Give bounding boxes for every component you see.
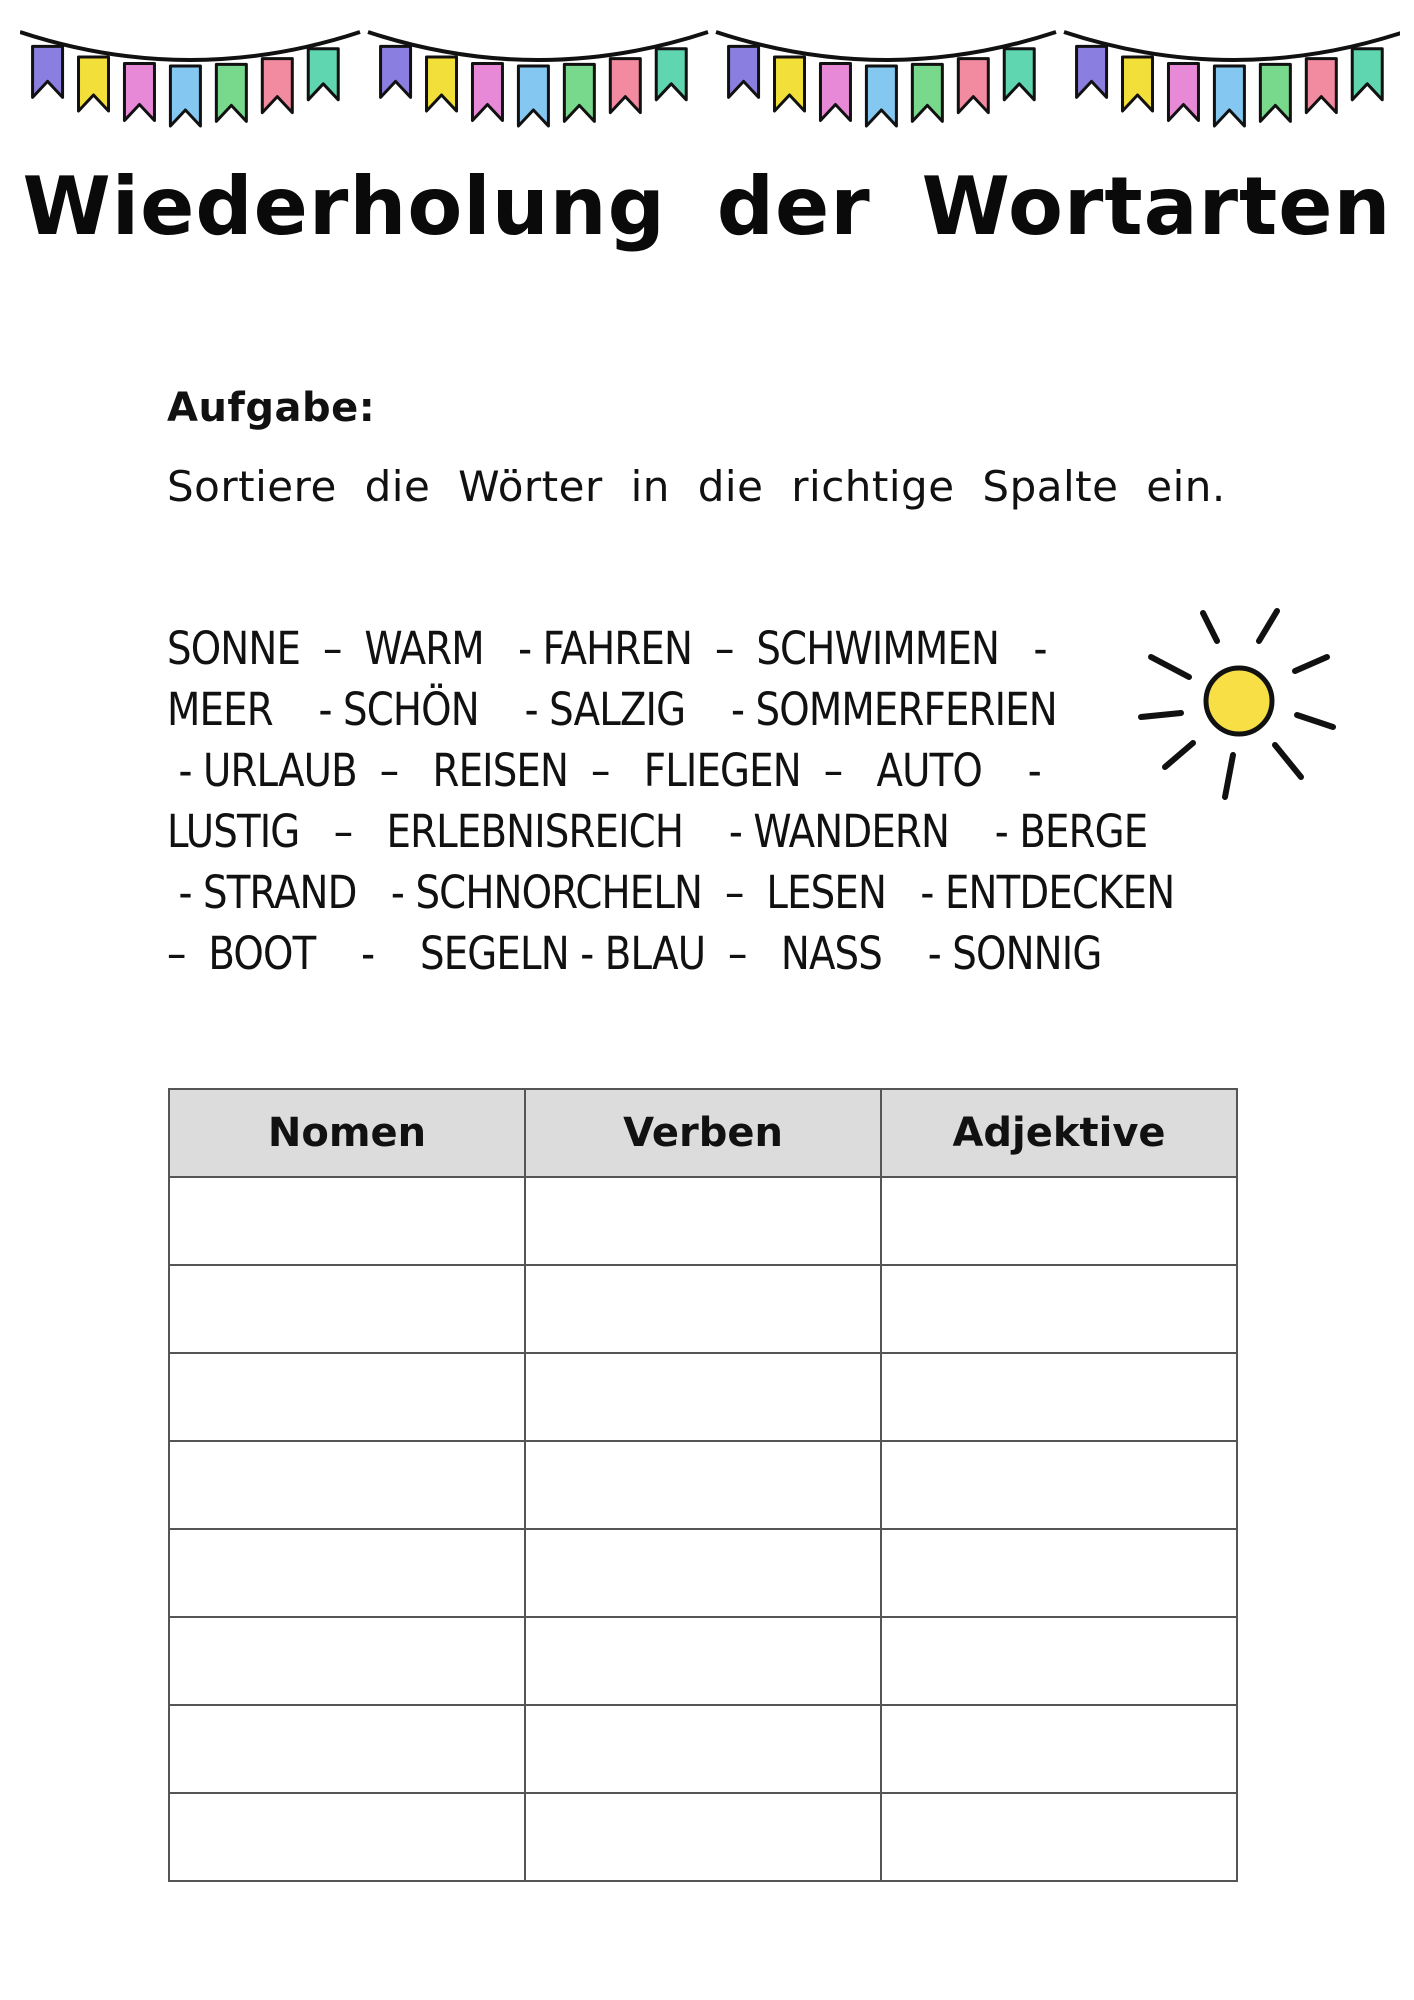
word-line: SONNE – WARM - FAHREN – SCHWIMMEN - xyxy=(167,622,1047,675)
pennant-flag xyxy=(1004,49,1034,100)
pennant-flag xyxy=(1306,59,1336,113)
answer-cell[interactable] xyxy=(525,1441,881,1529)
pennant-flag xyxy=(1123,57,1153,111)
pennant-flag xyxy=(820,64,850,121)
word-line: - URLAUB – REISEN – FLIEGEN – AUTO - xyxy=(167,744,1041,797)
answer-cell[interactable] xyxy=(881,1705,1237,1793)
answer-cell[interactable] xyxy=(169,1793,525,1881)
answer-cell[interactable] xyxy=(525,1705,881,1793)
answer-cell[interactable] xyxy=(881,1177,1237,1265)
answer-cell[interactable] xyxy=(525,1793,881,1881)
pennant-flag xyxy=(262,59,292,113)
pennant-flag xyxy=(656,49,686,100)
table-row xyxy=(169,1617,1237,1705)
table-row xyxy=(169,1265,1237,1353)
answer-cell[interactable] xyxy=(169,1617,525,1705)
garland xyxy=(368,32,708,126)
column-header-verben: Verben xyxy=(525,1089,881,1177)
answer-cell[interactable] xyxy=(525,1617,881,1705)
answer-cell[interactable] xyxy=(525,1265,881,1353)
pennant-flag xyxy=(216,64,246,121)
answer-cell[interactable] xyxy=(881,1441,1237,1529)
pennant-flag xyxy=(912,64,942,121)
pennant-flag xyxy=(308,49,338,100)
answer-cell[interactable] xyxy=(525,1353,881,1441)
table-row xyxy=(169,1441,1237,1529)
answer-cell[interactable] xyxy=(881,1529,1237,1617)
task-label: Aufgabe: xyxy=(167,385,376,431)
answer-cell[interactable] xyxy=(525,1529,881,1617)
table-row xyxy=(169,1353,1237,1441)
word-list xyxy=(167,618,1267,984)
pennant-flag xyxy=(775,57,805,111)
sun-disc xyxy=(1206,668,1272,734)
answer-cell[interactable] xyxy=(169,1441,525,1529)
word-line: - STRAND - SCHNORCHELN – LESEN - ENTDECKEN xyxy=(167,866,1175,919)
table-body xyxy=(169,1177,1237,1881)
garland xyxy=(20,32,360,126)
answer-cell[interactable] xyxy=(881,1793,1237,1881)
pennant-flag xyxy=(79,57,109,111)
pennant-flag xyxy=(866,66,896,126)
pennant-flag xyxy=(381,46,411,97)
pennant-flag xyxy=(124,64,154,121)
table-row xyxy=(169,1529,1237,1617)
answer-cell[interactable] xyxy=(881,1617,1237,1705)
pennant-flag xyxy=(472,64,502,121)
bunting-garland xyxy=(20,18,1400,148)
pennant-flag xyxy=(1352,49,1382,100)
pennant-flag xyxy=(610,59,640,113)
answer-cell[interactable] xyxy=(169,1177,525,1265)
word-line: LUSTIG – ERLEBNISREICH - WANDERN - BERGE xyxy=(167,805,1148,858)
answer-cell[interactable] xyxy=(881,1353,1237,1441)
garland xyxy=(716,32,1056,126)
pennant-flag xyxy=(1260,64,1290,121)
table-row xyxy=(169,1705,1237,1793)
word-line: MEER - SCHÖN - SALZIG - SOMMERFERIEN xyxy=(167,683,1057,736)
answer-cell[interactable] xyxy=(169,1705,525,1793)
answer-cell[interactable] xyxy=(881,1265,1237,1353)
table-row xyxy=(169,1177,1237,1265)
pennant-flag xyxy=(518,66,548,126)
task-instruction: Sortiere die Wörter in die richtige Spalte ein. xyxy=(167,462,1226,511)
garland xyxy=(1064,32,1400,126)
pennant-flag xyxy=(1168,64,1198,121)
answer-cell[interactable] xyxy=(169,1353,525,1441)
pennant-flag xyxy=(729,46,759,97)
pennant-flag xyxy=(1077,46,1107,97)
column-header-adjektive: Adjektive xyxy=(881,1089,1237,1177)
column-header-nomen: Nomen xyxy=(169,1089,525,1177)
pennant-flag xyxy=(33,46,63,97)
pennant-flag xyxy=(1214,66,1244,126)
table-row xyxy=(169,1793,1237,1881)
word-line: – BOOT - SEGELN - BLAU – NASS - SONNIG xyxy=(167,927,1102,980)
pennant-flag xyxy=(958,59,988,113)
answer-cell[interactable] xyxy=(169,1265,525,1353)
sun-icon xyxy=(1135,605,1345,805)
answer-cell[interactable] xyxy=(169,1529,525,1617)
page-title: Wiederholung der Wortarten xyxy=(22,160,1392,253)
pennant-flag xyxy=(170,66,200,126)
pennant-flag xyxy=(427,57,457,111)
answer-cell[interactable] xyxy=(525,1177,881,1265)
sorting-table xyxy=(168,1088,1238,1882)
pennant-flag xyxy=(564,64,594,121)
